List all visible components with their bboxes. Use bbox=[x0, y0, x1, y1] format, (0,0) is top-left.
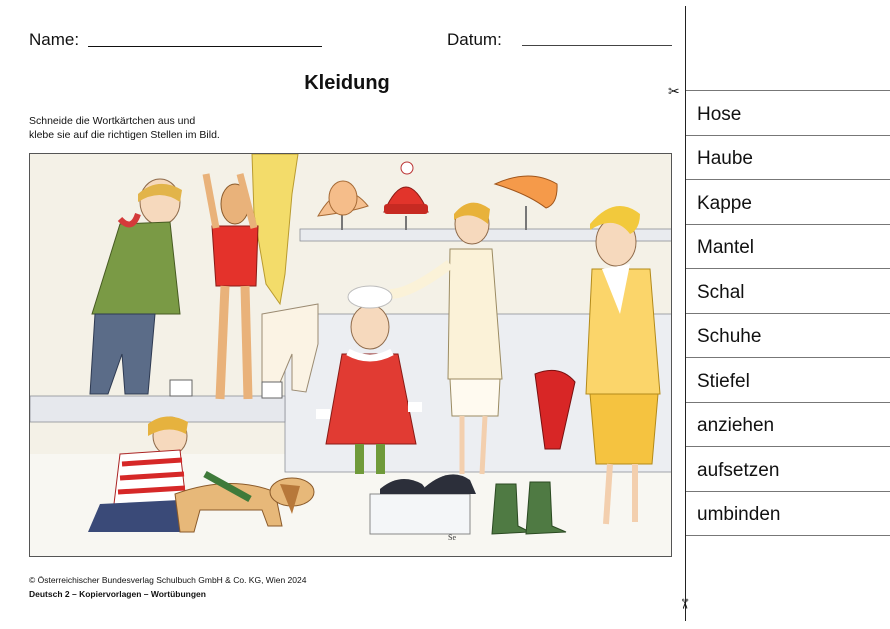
card-divider bbox=[686, 491, 890, 492]
left-platform bbox=[30, 396, 285, 422]
page-title: Kleidung bbox=[304, 72, 390, 94]
scissors-icon-bottom: ✂ bbox=[676, 598, 693, 610]
card-divider bbox=[686, 135, 890, 136]
card-divider bbox=[686, 224, 890, 225]
word-card-anziehen[interactable]: anziehen bbox=[697, 415, 775, 436]
word-card-umbinden[interactable]: umbinden bbox=[697, 504, 781, 525]
illustrator-signature: Se bbox=[448, 533, 456, 542]
word-card-mantel[interactable]: Mantel bbox=[697, 237, 755, 258]
card-divider bbox=[686, 268, 890, 269]
instruction-line-2: klebe sie auf die richtigen Stellen im Bild. bbox=[29, 129, 220, 141]
word-card-aufsetzen[interactable]: aufsetzen bbox=[697, 460, 780, 481]
word-card-stiefel[interactable]: Stiefel bbox=[697, 371, 750, 392]
word-card-haube[interactable]: Haube bbox=[697, 148, 753, 169]
instruction-line-1: Schneide die Wortkärtchen aus und bbox=[29, 115, 196, 127]
instructions bbox=[29, 114, 220, 142]
card-divider bbox=[686, 90, 890, 91]
card-divider bbox=[686, 313, 890, 314]
price-tag-1 bbox=[170, 380, 192, 396]
word-card-schal[interactable]: Schal bbox=[697, 282, 745, 303]
date-label: Datum: bbox=[447, 30, 502, 49]
clothing-store-scene bbox=[30, 154, 672, 557]
card-divider bbox=[686, 179, 890, 180]
copyright-note: © Österreichischer Bundesverlag Schulbuch GmbH & Co. KG, Wien 2024 bbox=[29, 575, 307, 585]
card-divider bbox=[686, 357, 890, 358]
word-card-hose[interactable]: Hose bbox=[697, 104, 742, 125]
card-divider bbox=[686, 402, 890, 403]
price-tag-2 bbox=[262, 382, 282, 398]
scissors-icon: ✂ bbox=[668, 83, 680, 99]
date-write-line[interactable] bbox=[522, 45, 672, 46]
series-note: Deutsch 2 – Kopiervorlagen – Wortübungen bbox=[29, 589, 206, 599]
card-divider bbox=[686, 446, 890, 447]
name-label: Name: bbox=[29, 30, 80, 49]
name-write-line[interactable] bbox=[88, 46, 322, 47]
word-card-schuhe[interactable]: Schuhe bbox=[697, 326, 762, 347]
card-divider bbox=[686, 535, 890, 536]
word-card-kappe[interactable]: Kappe bbox=[697, 193, 752, 214]
clothing-store-illustration bbox=[29, 153, 672, 557]
